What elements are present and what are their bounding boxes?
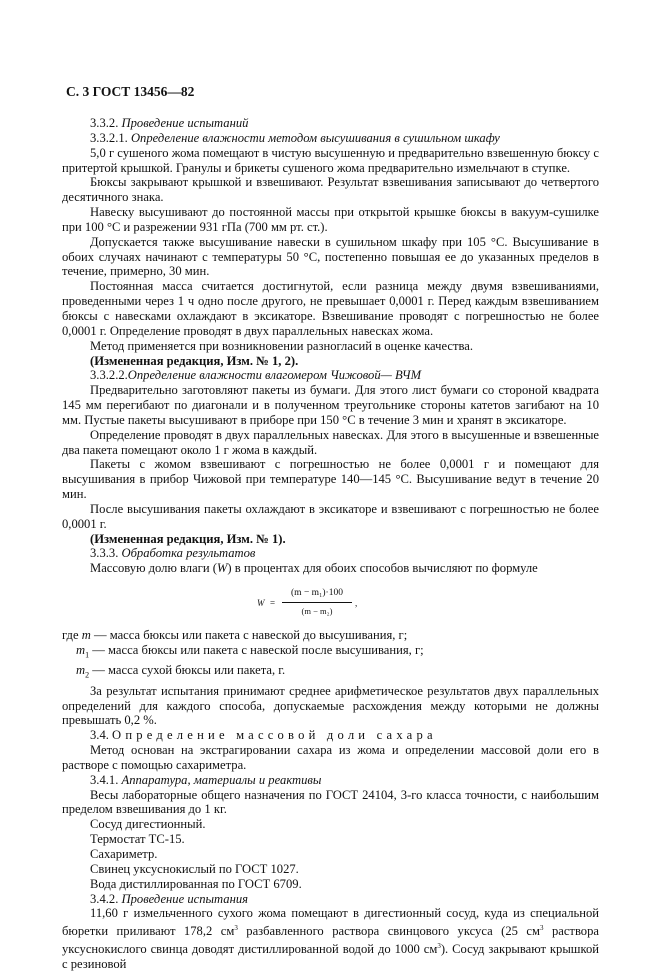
paragraph: Метод применяется при возникновении разногласий в оценке качества. bbox=[90, 338, 473, 353]
page-header: С. 3 ГОСТ 13456—82 bbox=[66, 84, 195, 99]
section-number: 3.4.2. bbox=[90, 891, 119, 906]
list-item: Свинец уксуснокислый по ГОСТ 1027. bbox=[90, 861, 299, 876]
section-heading bbox=[62, 773, 599, 788]
revision-note: (Измененная редакция, Изм. № 1). bbox=[90, 531, 286, 546]
text-run: раствора уксуснокислого свинца доводят дистиллированной водой до 1000 см bbox=[62, 924, 599, 957]
paragraph: Постоянная масса считается достигнутой, если разница между двумя взвешиваниями, проведенными через 1 ч одно после другого, не превышает 0,0001 г. Перед каждым взвешиванием бюксы с навесками охлаждают в эксикаторе. Взвешивание проводят с погрешностью не более 0,0001 г. Определение проводят в двух параллельных навесках жома. bbox=[62, 279, 599, 338]
paragraph: 5,0 г сушеного жома помещают в чистую высушенную и предварительно взвешенную бюксу с притертой крышкой. Гранулы и брикеты сушеного жома предварительно измельчают в ступке. bbox=[62, 145, 599, 175]
subscript: 2 bbox=[85, 670, 90, 680]
paragraph: За результат испытания принимают среднее арифметическое результатов двух параллельных определений для каждого способа, допускаемые расхождения между которыми не должны превышать 0,2 %. bbox=[62, 683, 599, 728]
section-heading bbox=[62, 728, 599, 743]
formula-fraction bbox=[282, 586, 352, 619]
section-heading bbox=[62, 892, 599, 907]
definition-row bbox=[62, 643, 599, 663]
section-heading bbox=[62, 546, 599, 561]
section-heading bbox=[62, 131, 599, 146]
text-run: ) в процентах для обоих способов вычисляют по формуле bbox=[227, 561, 538, 576]
list-item: Сосуд дигестионный. bbox=[90, 817, 206, 832]
paragraph: Допускается также высушивание навески в сушильном шкафу при 105 °С. Высушивание в обоих случаях начинают с температуры 50 °С, постепенно повышая ее до указанных пределов в течение, примерно, 30 мин. bbox=[62, 234, 599, 279]
document-page bbox=[62, 84, 599, 972]
section-number: 3.3.3. bbox=[90, 546, 119, 561]
definition-row bbox=[62, 663, 599, 683]
paragraph: Бюксы закрывают крышкой и взвешивают. Результат взвешивания записывают до четвертого десятичного знака. bbox=[62, 175, 599, 205]
formula-comma: , bbox=[355, 598, 358, 609]
section-number: 3.3.2.1. bbox=[90, 130, 128, 145]
section-heading bbox=[62, 368, 599, 383]
text-run: ). Сосуд закрывают крышкой с резиновой bbox=[62, 942, 600, 972]
definition-row bbox=[62, 628, 599, 643]
section-number: 3.3.2. bbox=[90, 116, 119, 130]
variable: W bbox=[216, 561, 228, 576]
section-title: Проведение испытания bbox=[121, 891, 248, 906]
section-title: Аппаратура, материалы и реактивы bbox=[121, 772, 322, 787]
variable: m bbox=[76, 643, 86, 657]
paragraph: После высушивания пакеты охлаждают в эксикаторе и взвешивают с погрешностью не более 0,0001 г. bbox=[62, 501, 599, 531]
list-item: Вода дистиллированная по ГОСТ 6709. bbox=[90, 876, 302, 891]
section-title: Определение влажности методом высушивания в сушильном шкафу bbox=[130, 130, 500, 145]
variable: m bbox=[81, 628, 91, 643]
list-item: Сахариметр. bbox=[90, 847, 158, 861]
section-number: 3.4. bbox=[90, 728, 109, 743]
section-title: Обработка результатов bbox=[121, 546, 256, 561]
paragraph: Весы лабораторные общего назначения по ГОСТ 24104, 3-го класса точности, с наибольшим пределом взвешивания до 1 кг. bbox=[62, 787, 599, 817]
text-run: разбавленного раствора свинцового уксуса (25 см bbox=[237, 924, 540, 939]
paragraph: Пакеты с жомом взвешивают с погрешностью не более 0,0001 г и помещают для высушивания в прибор Чижовой при температуре 140—145 °С. Высушивание ведут в течение 20 мин. bbox=[62, 457, 599, 502]
text-run: где bbox=[62, 628, 82, 643]
paragraph: Навеску высушивают до постоянной массы при открытой крышке бюксы в вакуум-сушилке при 100 °С и разрежении 931 гПа (700 мм рт. ст.). bbox=[62, 205, 599, 234]
section-title: Определение массовой доли сахара bbox=[112, 728, 437, 743]
superscript: 3 bbox=[539, 924, 544, 933]
paragraph bbox=[62, 906, 599, 972]
superscript: 3 bbox=[234, 924, 238, 933]
paragraph: Определение проводят в двух параллельных навесках. Для этого в высушенные и взвешенные два пакета помещают около 1 г жома в каждый. bbox=[62, 427, 599, 457]
section-heading bbox=[62, 116, 599, 131]
paragraph: Метод основан на экстрагировании сахара из жома и определении массовой доли его в растворе с помощью сахариметра. bbox=[62, 743, 599, 772]
formula-denominator: (m − m₂) bbox=[301, 606, 333, 616]
subscript: 1 bbox=[85, 650, 90, 660]
formula-equals: = bbox=[270, 598, 276, 609]
section-number: 3.4.1. bbox=[90, 772, 119, 787]
revision-note: (Измененная редакция, Изм. № 1, 2). bbox=[90, 353, 299, 368]
superscript: 3 bbox=[437, 942, 441, 951]
definition-text: — масса сухой бюксы или пакета, г. bbox=[89, 663, 286, 678]
section-title: Определение влажности влагомером Чижовой— ВЧМ bbox=[127, 368, 422, 383]
definition-text: — масса бюксы или пакета с навеской после высушивания, г; bbox=[89, 643, 424, 657]
section-title: Проведение испытаний bbox=[121, 116, 249, 130]
variable-definitions bbox=[62, 628, 599, 684]
definition-text: — масса бюксы или пакета с навеской до высушивания, г; bbox=[90, 628, 408, 643]
formula-numerator: (m − m₁)·100 bbox=[282, 586, 352, 603]
text-run: 11,60 г измельченного сухого жома помещают в дигестионный сосуд, куда из специальной бюретки приливают 178,2 см bbox=[62, 906, 599, 939]
paragraph: Предварительно заготовляют пакеты из бумаги. Для этого лист бумаги со стороной квадрата 145 мм перегибают по диагонали и в полученном треугольнике стороны катетов загибают на 10 мм. Пустые пакеты высушивают в приборе при 150 °С в течение 3 мин и хранят в эксикаторе. bbox=[62, 383, 599, 427]
text-run: Массовую долю влаги ( bbox=[90, 561, 217, 576]
formula-lhs: W bbox=[257, 598, 265, 609]
formula bbox=[62, 576, 599, 628]
section-number: 3.3.2.2. bbox=[90, 368, 128, 383]
variable: m bbox=[76, 663, 86, 678]
list-item: Термостат ТС-15. bbox=[90, 832, 185, 847]
paragraph bbox=[62, 561, 599, 576]
